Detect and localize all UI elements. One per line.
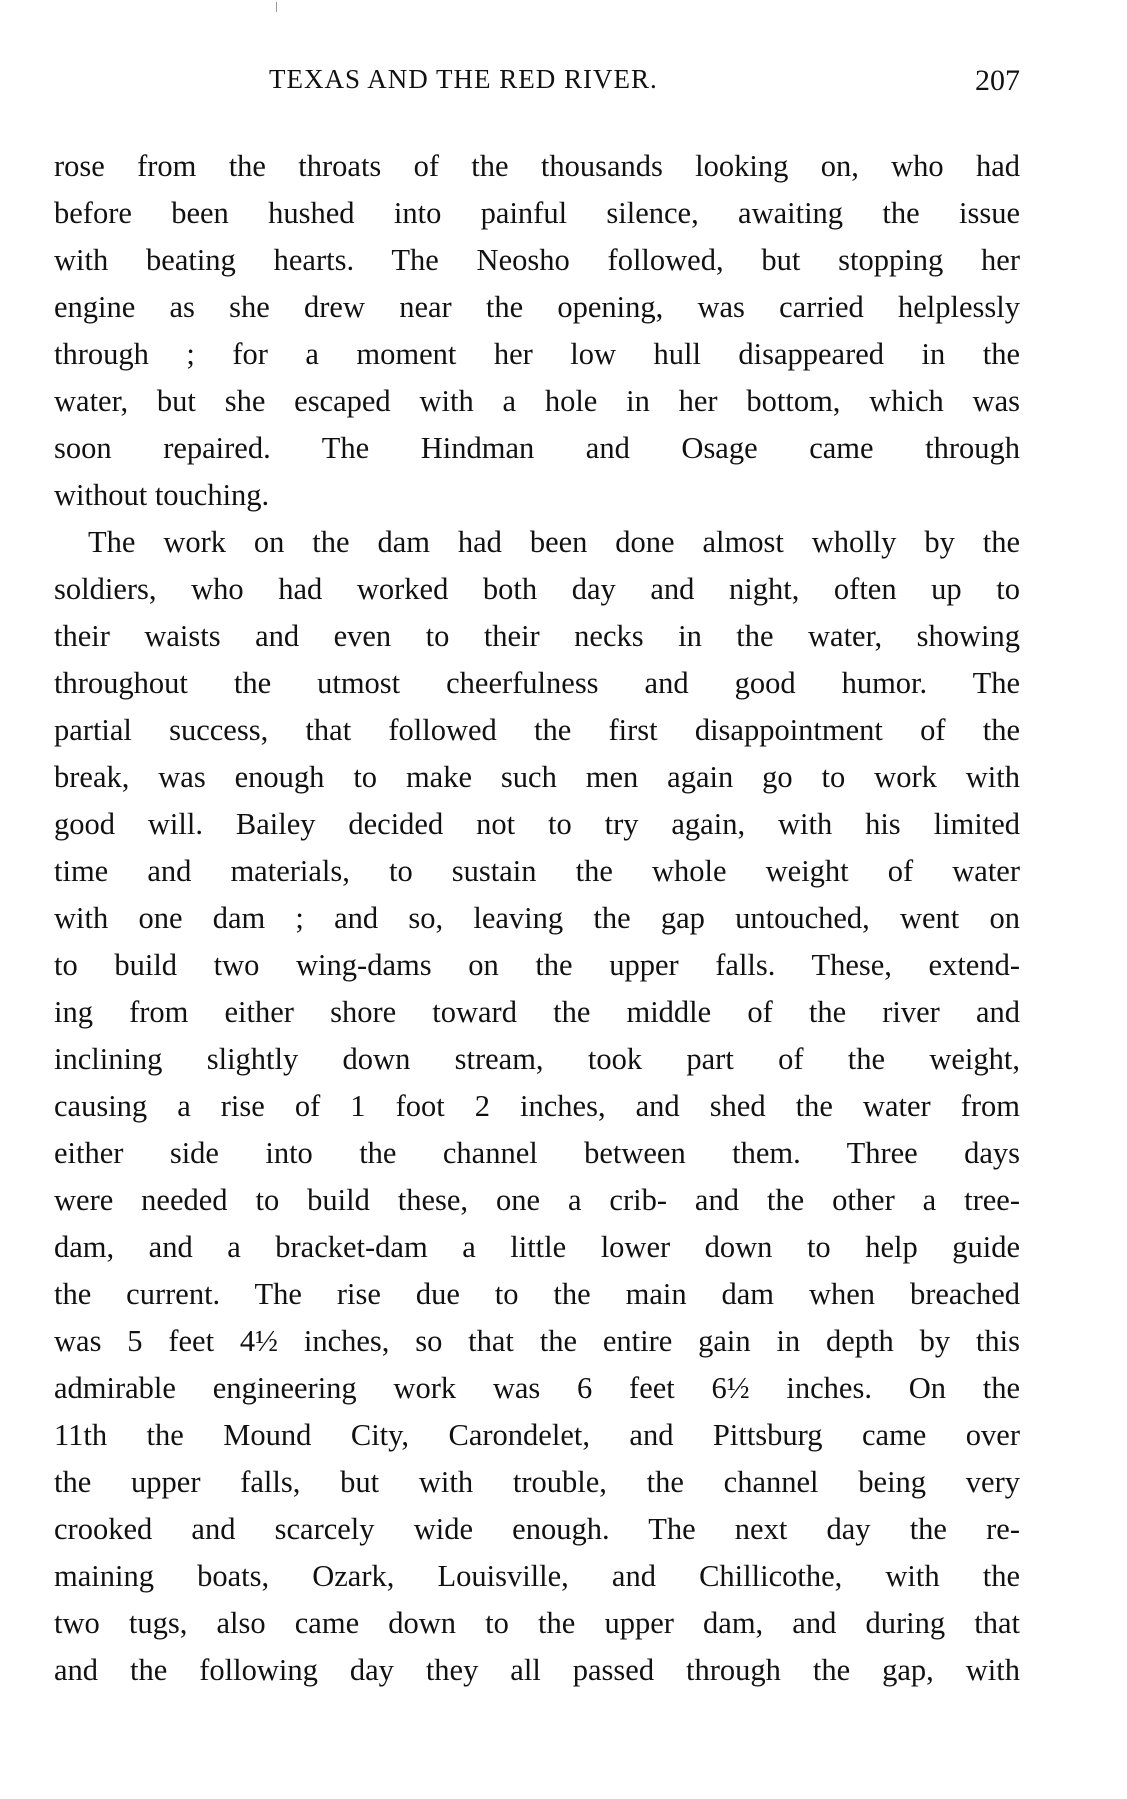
page-body bbox=[54, 143, 1020, 1694]
text-line: good will. Bailey decided not to try again, with his limited bbox=[54, 807, 1020, 841]
text-line: causing a rise of 1 foot 2 inches, and shed the water from bbox=[54, 1089, 1020, 1123]
text-line: the current. The rise due to the main dam when breached bbox=[54, 1277, 1020, 1311]
text-line: time and materials, to sustain the whole weight of water bbox=[54, 854, 1020, 888]
text-line: with beating hearts. The Neosho followed, but stopping her bbox=[54, 243, 1020, 277]
text-line: break, was enough to make such men again go to work with bbox=[54, 760, 1020, 794]
text-line: water, but she escaped with a hole in her bottom, which was bbox=[54, 384, 1020, 418]
text-line: was 5 feet 4½ inches, so that the entire gain in depth by this bbox=[54, 1324, 1020, 1358]
text-line: were needed to build these, one a crib- and the other a tree- bbox=[54, 1183, 1020, 1217]
scan-mark bbox=[276, 2, 277, 12]
text-line: two tugs, also came down to the upper dam, and during that bbox=[54, 1606, 1020, 1640]
text-line: soldiers, who had worked both day and night, often up to bbox=[54, 572, 1020, 606]
paragraph bbox=[54, 519, 1020, 1694]
text-line: 11th the Mound City, Carondelet, and Pittsburg came over bbox=[54, 1418, 1020, 1452]
text-line: inclining slightly down stream, took part of the weight, bbox=[54, 1042, 1020, 1076]
text-line: with one dam ; and so, leaving the gap untouched, went on bbox=[54, 901, 1020, 935]
text-line: ing from either shore toward the middle of the river and bbox=[54, 995, 1020, 1029]
text-line: before been hushed into painful silence, awaiting the issue bbox=[54, 196, 1020, 230]
page-number: 207 bbox=[975, 64, 1020, 97]
text-line: their waists and even to their necks in the water, showing bbox=[54, 619, 1020, 653]
page-header bbox=[54, 64, 1020, 104]
text-line: admirable engineering work was 6 feet 6½ inches. On the bbox=[54, 1371, 1020, 1405]
text-line: through ; for a moment her low hull disappeared in the bbox=[54, 337, 1020, 371]
text-line: throughout the utmost cheerfulness and good humor. The bbox=[54, 666, 1020, 700]
text-line: to build two wing-dams on the upper falls. These, extend- bbox=[54, 948, 1020, 982]
text-line: rose from the throats of the thousands looking on, who had bbox=[54, 149, 1020, 183]
text-line: The work on the dam had been done almost wholly by the bbox=[88, 525, 1020, 559]
text-line: the upper falls, but with trouble, the channel being very bbox=[54, 1465, 1020, 1499]
text-line: crooked and scarcely wide enough. The next day the re- bbox=[54, 1512, 1020, 1546]
text-line: dam, and a bracket-dam a little lower down to help guide bbox=[54, 1230, 1020, 1264]
text-line: without touching. bbox=[54, 478, 270, 512]
paragraph bbox=[54, 143, 1020, 519]
text-line: engine as she drew near the opening, was carried helplessly bbox=[54, 290, 1020, 324]
running-title: TEXAS AND THE RED RIVER. bbox=[269, 64, 658, 94]
text-line: partial success, that followed the first disappointment of the bbox=[54, 713, 1020, 747]
text-line: maining boats, Ozark, Louisville, and Chillicothe, with the bbox=[54, 1559, 1020, 1593]
text-line: soon repaired. The Hindman and Osage came through bbox=[54, 431, 1020, 465]
text-line: and the following day they all passed through the gap, with bbox=[54, 1653, 1020, 1687]
text-line: either side into the channel between them. Three days bbox=[54, 1136, 1020, 1170]
